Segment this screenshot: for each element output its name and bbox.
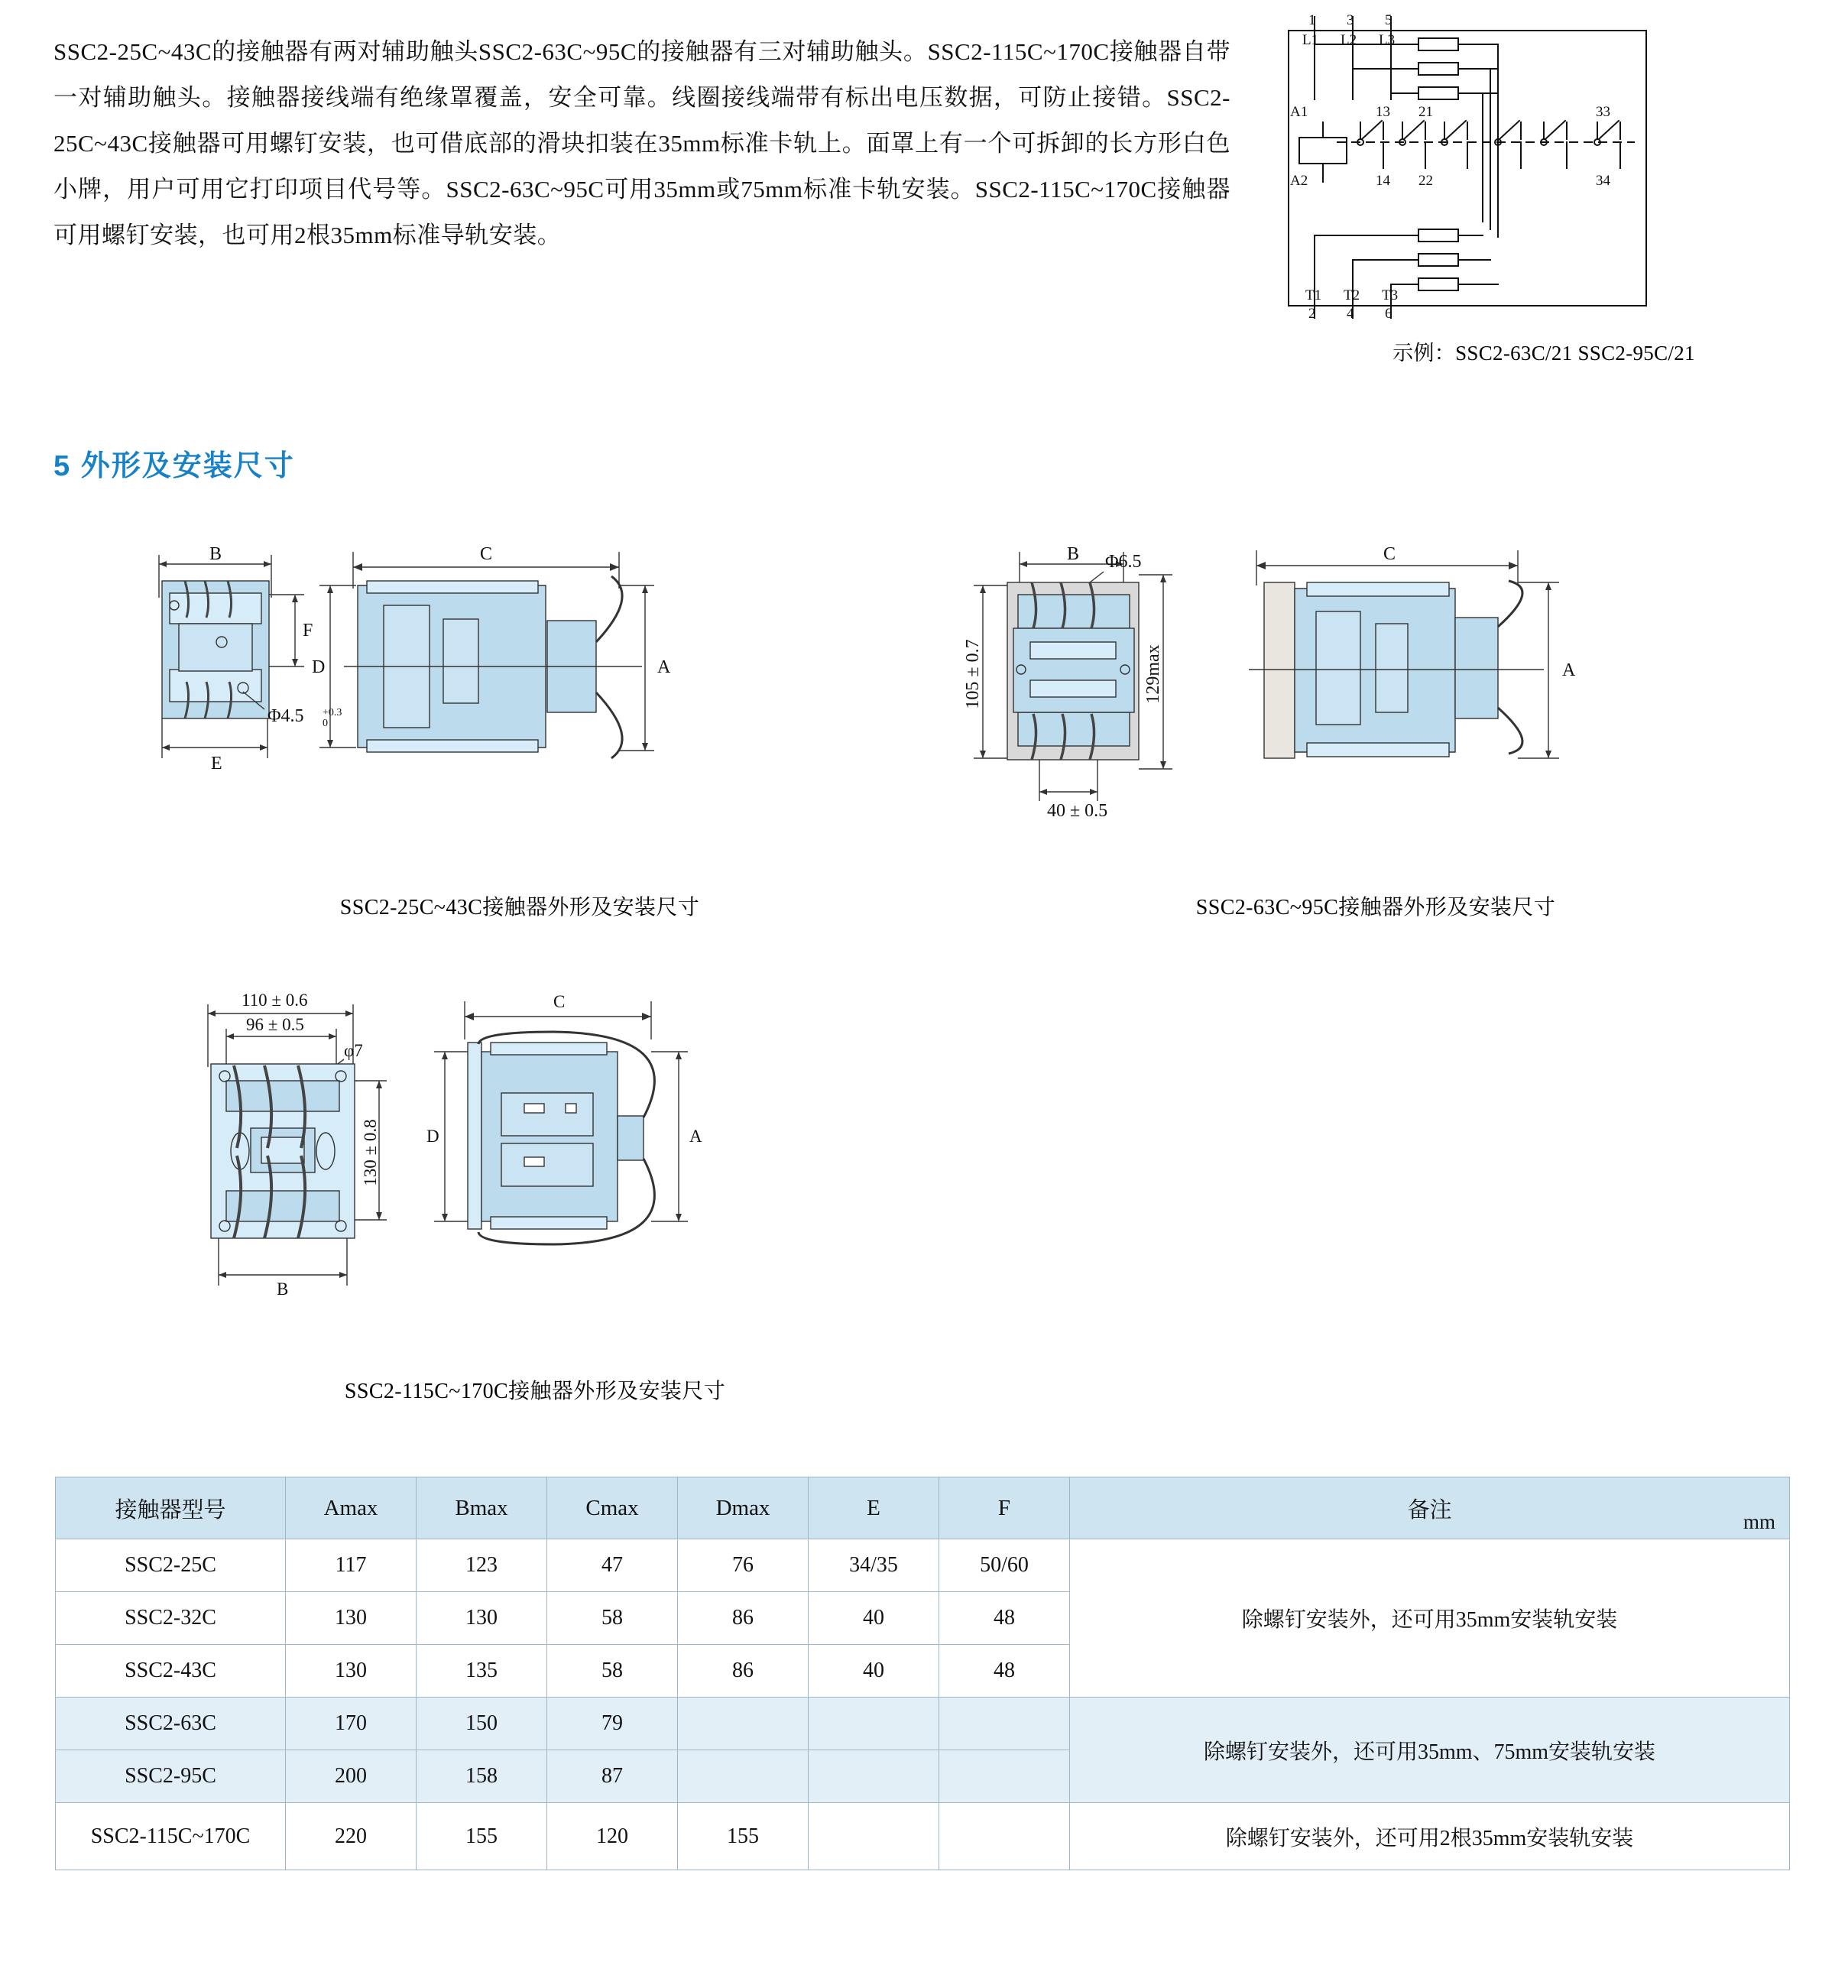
svg-text:T1: T1 <box>1305 287 1322 303</box>
svg-text:φ7: φ7 <box>344 1041 363 1060</box>
cell-f <box>939 1698 1070 1750</box>
svg-text:C: C <box>1383 544 1396 564</box>
svg-text:L2: L2 <box>1341 32 1357 48</box>
cell-bmax: 123 <box>417 1539 547 1592</box>
cell-e: 34/35 <box>809 1539 939 1592</box>
cell-model: SSC2-115C~170C <box>56 1803 286 1870</box>
cell-f: 48 <box>939 1592 1070 1645</box>
table-header-row <box>56 1477 1790 1539</box>
cell-model: SSC2-32C <box>56 1592 286 1645</box>
intro-paragraph: SSC2-25C~43C的接触器有两对辅助触头SSC2-63C~95C的接触器有三对辅助触头。SSC2-115C~170C接触器自带一对辅助触头。接触器接线端有绝缘罩覆盖，安全可靠。线圈接线端带有标出电压数据，可防止接错。SSC2-25C~43C接触器可用螺钉安装，也可借底部的滑块扣装在35mm标准卡轨上。面罩上有一个可拆卸的长方形白色小牌，用户可用它打印项目代号等。SSC2-63C~95C可用35mm或75mm标准卡轨安装。SSC2-115C~170C接触器可用螺钉安装，也可用2根35mm标准导轨安装。 <box>53 38 1230 248</box>
dimension-table <box>55 1477 1790 1870</box>
caption-ssc2-115c-170c: SSC2-115C~170C接触器外形及安装尺寸 <box>344 1380 726 1403</box>
cell-bmax: 150 <box>417 1698 547 1750</box>
svg-text:T3: T3 <box>1382 287 1399 303</box>
svg-text:B: B <box>209 544 222 564</box>
svg-text:C: C <box>553 992 566 1011</box>
section-number: 5 <box>53 450 72 482</box>
section-title: 外形及安装尺寸 <box>80 450 295 482</box>
cell-cmax: 87 <box>547 1750 678 1803</box>
svg-text:B: B <box>1067 544 1080 564</box>
drawing-ssc2-25c-43c <box>115 535 925 887</box>
cell-model: SSC2-43C <box>56 1645 286 1698</box>
svg-text:4: 4 <box>1347 306 1354 322</box>
cell-model: SSC2-25C <box>56 1539 286 1592</box>
svg-text:110 ± 0.6: 110 ± 0.6 <box>242 991 308 1010</box>
svg-text:+0.3: +0.3 <box>323 707 342 718</box>
cell-bmax: 130 <box>417 1592 547 1645</box>
header-unit: mm <box>1743 1510 1775 1533</box>
cell-dmax: 86 <box>678 1592 809 1645</box>
svg-text:105 ± 0.7: 105 ± 0.7 <box>963 639 983 709</box>
cell-model: SSC2-63C <box>56 1698 286 1750</box>
header-cmax: Cmax <box>547 1477 678 1539</box>
table-row <box>56 1539 1790 1592</box>
drawing-ssc2-63c-95c <box>948 535 1804 887</box>
svg-text:D: D <box>312 657 326 677</box>
cell-bmax: 158 <box>417 1750 547 1803</box>
svg-text:129max: 129max <box>1143 644 1163 704</box>
header-f: F <box>939 1477 1070 1539</box>
cell-note-3: 除螺钉安装外，还可用2根35mm安装轨安装 <box>1070 1803 1790 1870</box>
table-row <box>56 1803 1790 1870</box>
header-e: E <box>809 1477 939 1539</box>
cell-e <box>809 1803 939 1870</box>
svg-text:1: 1 <box>1308 12 1316 28</box>
cell-amax: 117 <box>286 1539 417 1592</box>
svg-text:A: A <box>689 1127 702 1146</box>
cell-amax: 200 <box>286 1750 417 1803</box>
svg-text:96 ± 0.5: 96 ± 0.5 <box>246 1015 304 1034</box>
cell-cmax: 120 <box>547 1803 678 1870</box>
cell-dmax <box>678 1750 809 1803</box>
cell-cmax: 79 <box>547 1698 678 1750</box>
svg-text:6: 6 <box>1385 306 1392 322</box>
cell-dmax <box>678 1698 809 1750</box>
svg-text:A: A <box>1562 660 1576 680</box>
svg-text:22: 22 <box>1418 173 1433 189</box>
svg-text:B: B <box>277 1279 289 1299</box>
svg-text:130 ± 0.8: 130 ± 0.8 <box>361 1119 380 1186</box>
cell-note-2: 除螺钉安装外，还可用35mm、75mm安装轨安装 <box>1070 1698 1790 1803</box>
cell-dmax: 76 <box>678 1539 809 1592</box>
header-amax: Amax <box>286 1477 417 1539</box>
svg-text:Φ6.5: Φ6.5 <box>1105 552 1142 572</box>
svg-text:14: 14 <box>1376 173 1390 189</box>
table-row <box>56 1698 1790 1750</box>
svg-text:A1: A1 <box>1290 104 1308 120</box>
svg-text:A: A <box>657 657 671 677</box>
cell-cmax: 58 <box>547 1645 678 1698</box>
cell-cmax: 47 <box>547 1539 678 1592</box>
cell-e <box>809 1698 939 1750</box>
svg-text:40 ± 0.5: 40 ± 0.5 <box>1047 801 1108 821</box>
cell-e: 40 <box>809 1645 939 1698</box>
drawing-ssc2-115c-170c <box>153 986 917 1353</box>
svg-text:5: 5 <box>1385 12 1392 28</box>
svg-text:E: E <box>211 754 222 773</box>
header-model: 接触器型号 <box>56 1477 286 1539</box>
cell-amax: 130 <box>286 1592 417 1645</box>
wiring-schematic <box>1269 8 1819 329</box>
svg-text:33: 33 <box>1596 104 1610 120</box>
svg-text:A2: A2 <box>1290 173 1308 189</box>
svg-text:13: 13 <box>1376 104 1390 120</box>
cell-bmax: 155 <box>417 1803 547 1870</box>
page-title <box>53 442 295 484</box>
header-bmax: Bmax <box>417 1477 547 1539</box>
header-remark-label: 备注 <box>1407 1497 1452 1523</box>
svg-text:2: 2 <box>1308 306 1316 322</box>
header-remark <box>1070 1477 1790 1539</box>
svg-text:D: D <box>426 1127 439 1146</box>
svg-text:34: 34 <box>1596 173 1610 189</box>
cell-dmax: 86 <box>678 1645 809 1698</box>
svg-text:0: 0 <box>323 718 328 729</box>
cell-amax: 170 <box>286 1698 417 1750</box>
cell-amax: 220 <box>286 1803 417 1870</box>
cell-model: SSC2-95C <box>56 1750 286 1803</box>
caption-ssc2-25c-43c: SSC2-25C~43C接触器外形及安装尺寸 <box>339 896 700 919</box>
svg-text:Φ4.5: Φ4.5 <box>267 706 304 726</box>
caption-ssc2-63c-95c: SSC2-63C~95C接触器外形及安装尺寸 <box>1195 896 1556 919</box>
svg-text:F: F <box>303 621 313 641</box>
cell-f <box>939 1750 1070 1803</box>
cell-dmax: 155 <box>678 1803 809 1870</box>
cell-e <box>809 1750 939 1803</box>
cell-bmax: 135 <box>417 1645 547 1698</box>
cell-cmax: 58 <box>547 1592 678 1645</box>
header-dmax: Dmax <box>678 1477 809 1539</box>
svg-text:3: 3 <box>1347 12 1354 28</box>
cell-f: 48 <box>939 1645 1070 1698</box>
svg-text:L1: L1 <box>1302 32 1319 48</box>
svg-text:T2: T2 <box>1344 287 1360 303</box>
cell-f: 50/60 <box>939 1539 1070 1592</box>
svg-text:21: 21 <box>1418 104 1433 120</box>
svg-text:L3: L3 <box>1379 32 1396 48</box>
cell-f <box>939 1803 1070 1870</box>
cell-e: 40 <box>809 1592 939 1645</box>
cell-amax: 130 <box>286 1645 417 1698</box>
svg-text:C: C <box>480 544 493 564</box>
cell-note-1: 除螺钉安装外，还可用35mm安装轨安装 <box>1070 1539 1790 1698</box>
schematic-caption: 示例：SSC2-63C/21 SSC2-95C/21 <box>1392 342 1695 365</box>
